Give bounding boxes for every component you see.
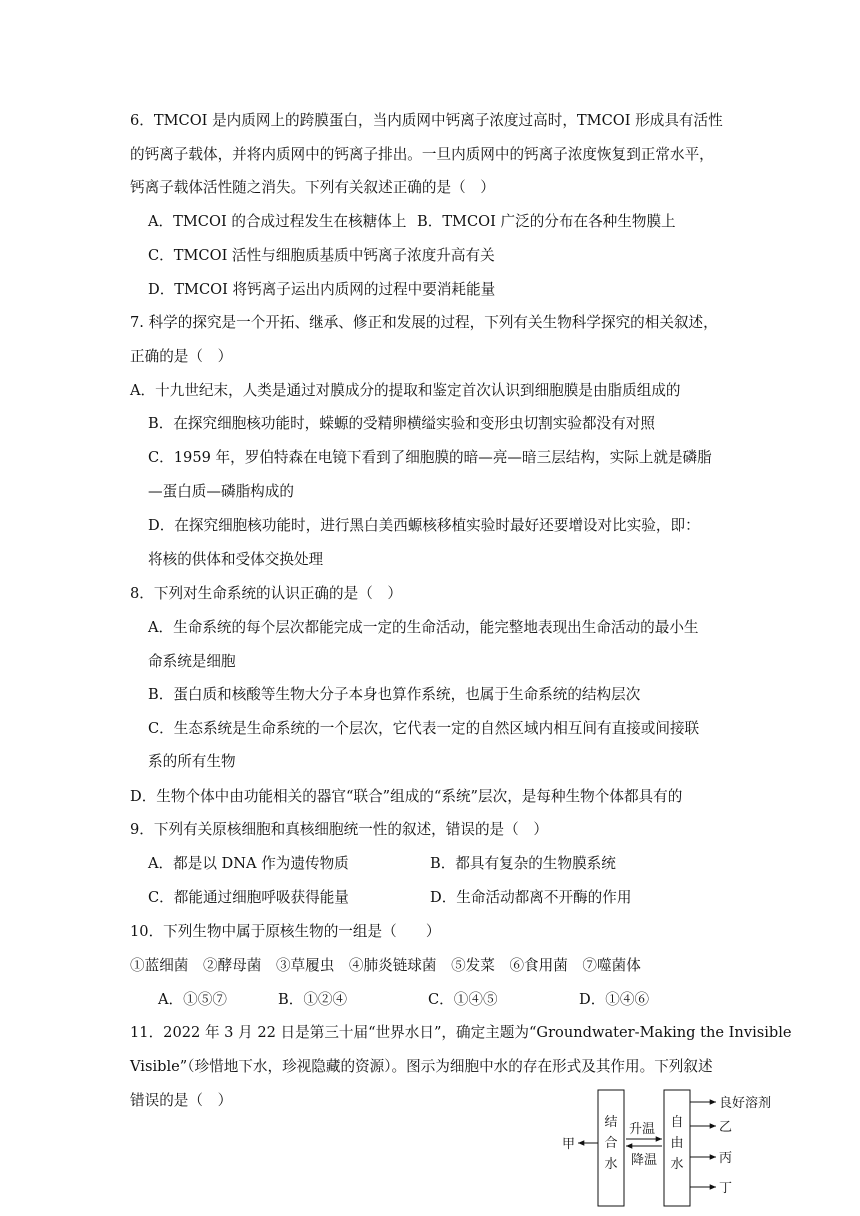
q6-stem-line-3: 钙离子载体活性随之消失。下列有关叙述正确的是（ ） [130,179,495,196]
q10-organism-list: ①蓝细菌 ②酵母菌 ③草履虫 ④肺炎链球菌 ⑤发菜 ⑥食用菌 ⑦噬菌体 [130,957,641,974]
free-water-label-3: 水 [670,1157,684,1172]
q7-option-d-line-1: D．在探究细胞核功能时，进行黑白美西螈核移植实验时最好还要增设对比实验，即： [148,517,700,534]
q11-stem-line-3: 错误的是（ ） [130,1092,233,1109]
q7-option-d-line-2: 将核的供体和受体交换处理 [148,551,324,568]
q9-stem: 9．下列有关原核细胞和真核细胞统一性的叙述，错误的是（ ） [130,821,548,838]
q11-stem-line-2: Visible”（珍惜地下水，珍视隐藏的资源）。图示为细胞中水的存在形式及其作用。下列叙述 [130,1058,713,1075]
q8-option-d: D．生物个体中由功能相关的器官“联合”组成的“系统”层次，是每种生物个体都具有的 [130,788,683,805]
water-forms-diagram [556,1086,860,1216]
ding-label: 丁 [719,1181,733,1196]
cool-down-label: 降温 [630,1153,658,1168]
q10-option-d: D．①④⑥ [579,991,650,1008]
q9-option-b: B．都具有复杂的生物膜系统 [430,855,616,872]
q8-stem: 8．下列对生命系统的认识正确的是（ ） [130,585,402,602]
yi-label: 乙 [719,1120,733,1135]
q10-stem: 10．下列生物中属于原核生物的一组是（ ） [130,923,441,940]
q7-option-c-line-2: —蛋白质—磷脂构成的 [148,483,294,500]
good-solvent-label: 良好溶剂 [719,1096,772,1111]
q7-option-c-line-1: C．1959 年，罗伯特森在电镜下看到了细胞膜的暗—亮—暗三层结构，实际上就是磷脂 [148,449,712,466]
q6-option-b: B．TMCOI 广泛的分布在各种生物膜上 [417,213,676,230]
q6-option-c: C．TMCOI 活性与细胞质基质中钙离子浓度升高有关 [148,247,495,264]
q9-option-d: D．生命活动都离不开酶的作用 [430,889,632,906]
jia-label: 甲 [562,1137,576,1152]
bound-water-label-2: 合 [604,1136,618,1151]
bing-label: 丙 [719,1151,733,1166]
q8-option-c-line-2: 系的所有生物 [148,753,236,770]
q8-option-c-line-1: C．生态系统是生命系统的一个层次，它代表一定的自然区域内相互间有直接或间接联 [148,720,700,737]
q7-stem-line-2: 正确的是（ ） [130,348,233,365]
q6-stem-line-2: 的钙离子载体，并将内质网中的钙离子排出。一旦内质网中的钙离子浓度恢复到正常水平， [130,146,714,163]
bound-water-label-1: 结 [604,1115,618,1130]
q7-stem-line-1: 7. 科学的探究是一个开拓、继承、修正和发展的过程，下列有关生物科学探究的相关叙述， [130,314,718,331]
q10-option-b: B．①②④ [278,991,348,1008]
q6-stem-line-1: 6．TMCOI 是内质网上的跨膜蛋白，当内质网中钙离子浓度过高时，TMCOI 形成具有活性 [130,112,723,129]
q9-option-a: A．都是以 DNA 作为遗传物质 [148,855,349,872]
heat-up-label: 升温 [628,1122,656,1137]
q6-option-d: D．TMCOI 将钙离子运出内质网的过程中要消耗能量 [148,281,496,298]
q11-stem-line-1: 11．2022 年 3 月 22 日是第三十届“世界水日”，确定主题为“Groundwater-Making the Invisible [130,1024,792,1041]
q7-option-b: B．在探究细胞核功能时，蝾螈的受精卵横缢实验和变形虫切割实验都没有对照 [148,415,655,432]
q8-option-b: B．蛋白质和核酸等生物大分子本身也算作系统，也属于生命系统的结构层次 [148,686,641,703]
q6-option-a: A．TMCOI 的合成过程发生在核糖体上 [148,213,407,230]
free-water-label-1: 自 [670,1115,684,1130]
q8-option-a-line-1: A．生命系统的每个层次都能完成一定的生命活动，能完整地表现出生命活动的最小生 [148,619,699,636]
q8-option-a-line-2: 命系统是细胞 [148,653,236,670]
q7-option-a: A．十九世纪末，人类是通过对膜成分的提取和鉴定首次认识到细胞膜是由脂质组成的 [130,382,681,399]
free-water-label-2: 由 [670,1136,684,1151]
q10-option-c: C．①④⑤ [428,991,498,1008]
q9-option-c: C．都能通过细胞呼吸获得能量 [148,889,349,906]
q10-option-a: A．①⑤⑦ [158,991,227,1008]
bound-water-label-3: 水 [604,1157,618,1172]
